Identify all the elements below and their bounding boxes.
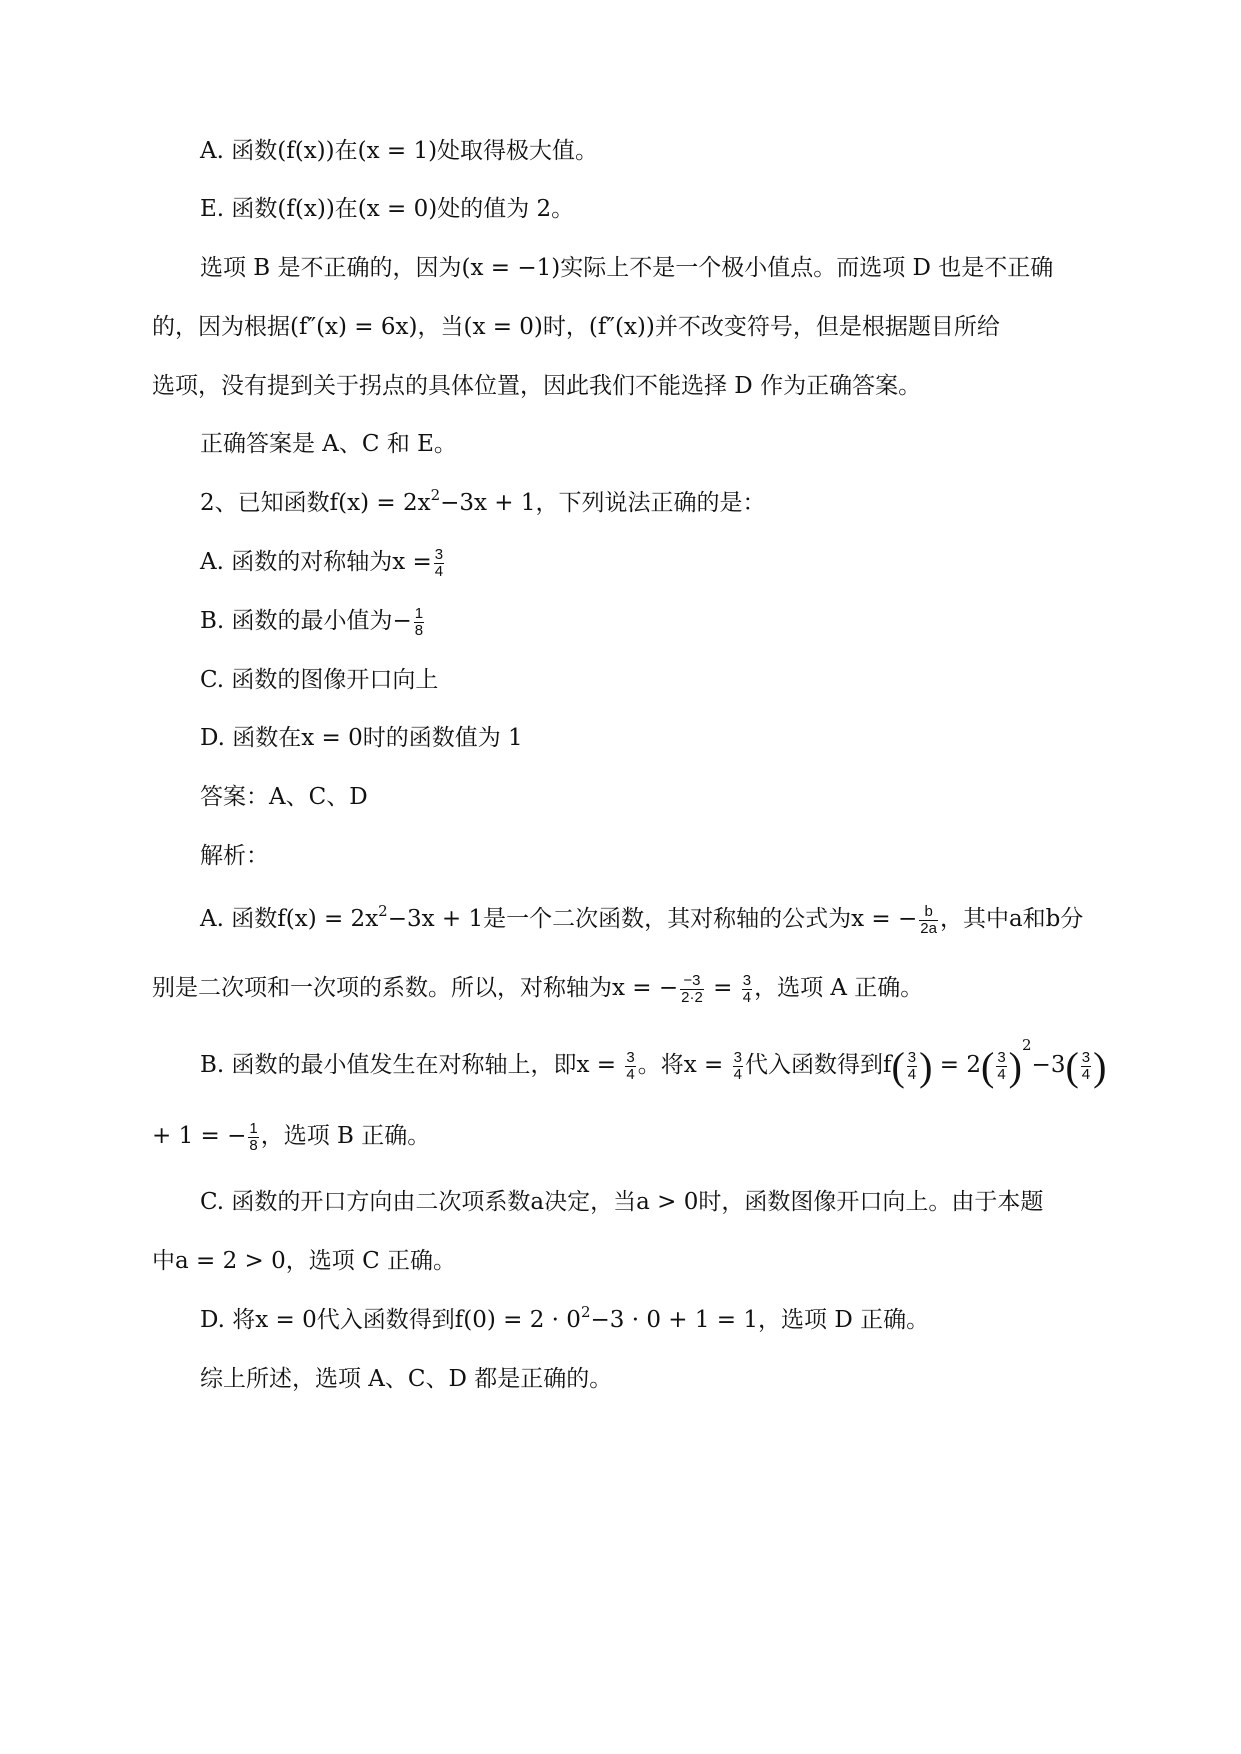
q2-part-a: 2、已知函数f(x) = 2x xyxy=(200,490,431,516)
fraction-3-4: $\frac{3}{4}$ xyxy=(742,971,752,1006)
analysis-a2-part-c: ，选项 A 正确。 xyxy=(754,975,924,1001)
fraction-3-4: $\frac{3}{4}$ xyxy=(434,545,444,580)
analysis-d-part-b: −3 · 0 + 1 = 1，选项 D 正确。 xyxy=(590,1307,930,1333)
fraction-neg3-2x2: $\frac{-3}{2\cdot 2}$ xyxy=(681,971,703,1006)
analysis-c-line-1: C. 函数的开口方向由二次项系数a决定，当a > 0时，函数图像开口向上。由于本题 xyxy=(200,1189,1044,1215)
analysis-a-part-b: −3x + 1是一个二次函数，其对称轴的公式为x = − xyxy=(387,906,918,932)
square-exponent: 2 xyxy=(1022,1036,1032,1054)
q2-option-b xyxy=(0,604,1241,639)
right-paren: ) xyxy=(919,1044,933,1089)
right-paren: ) xyxy=(1093,1044,1107,1089)
analysis-a-part-a: A. 函数f(x) = 2x xyxy=(200,906,379,932)
answer-line: 答案：A、C、D xyxy=(200,784,368,810)
left-paren: ( xyxy=(981,1044,995,1089)
q2-option-c: C. 函数的图像开口向上 xyxy=(200,667,439,693)
analysis-d-line xyxy=(0,1303,1241,1337)
fraction-1-8: $\frac{1}{8}$ xyxy=(414,604,424,639)
analysis-heading: 解析： xyxy=(200,843,269,869)
analysis-b2-part-b: ，选项 B 正确。 xyxy=(260,1123,431,1149)
fraction-1-8: $\frac{1}{8}$ xyxy=(249,1119,258,1154)
fraction-3-4: $\frac{3}{4}$ xyxy=(907,1048,917,1083)
left-paren: ( xyxy=(1065,1044,1079,1089)
analysis-b-part-a: B. 函数的最小值发生在对称轴上，即x = xyxy=(200,1052,624,1078)
analysis-a-part-c: ，其中a和b分 xyxy=(939,906,1084,932)
correct-answer-line: 正确答案是 A、C 和 E。 xyxy=(200,431,457,457)
fraction-3-4: $\frac{3}{4}$ xyxy=(733,1048,742,1083)
analysis-d-superscript: 2 xyxy=(580,1303,591,1321)
q2-option-b-text: B. 函数的最小值为− xyxy=(200,608,412,634)
analysis-b2-part-a: + 1 = − xyxy=(152,1123,247,1149)
analysis-a2-part-a: 别是二次项和一次项的系数。所以，对称轴为x = − xyxy=(152,975,679,1001)
para-b-line-1: 选项 B 是不正确的，因为(x = −1)实际上不是一个极小值点。而选项 D 也是不正确 xyxy=(200,255,1054,281)
para-b-line-2: 的，因为根据(f″(x) = 6x)，当(x = 0)时，(f″(x))并不改变符号，但是根据题目所给 xyxy=(152,314,1000,340)
q2-option-a xyxy=(0,545,1241,580)
analysis-a-line-1 xyxy=(0,902,1241,937)
analysis-b-part-b: 。将x = xyxy=(637,1052,731,1078)
analysis-b-part-d: = 2 xyxy=(932,1052,981,1078)
analysis-d-part-a: D. 将x = 0代入函数得到f(0) = 2 · 0 xyxy=(200,1307,581,1333)
analysis-b-line-1 xyxy=(0,1036,1241,1089)
para-b-line-3: 选项，没有提到关于拐点的具体位置，因此我们不能选择 D 作为正确答案。 xyxy=(152,373,922,399)
analysis-b-line-2 xyxy=(0,1119,1241,1154)
option-a-line: A. 函数(f(x))在(x = 1)处取得极大值。 xyxy=(200,138,599,164)
analysis-b-part-e: −3 xyxy=(1031,1052,1066,1078)
option-e-line: E. 函数(f(x))在(x = 0)处的值为 2。 xyxy=(200,196,575,222)
right-paren: ) xyxy=(1008,1044,1022,1089)
fraction-3-4: $\frac{3}{4}$ xyxy=(1081,1048,1091,1083)
fraction-3-4: $\frac{3}{4}$ xyxy=(997,1048,1006,1083)
fraction-3-4: $\frac{3}{4}$ xyxy=(626,1048,635,1083)
analysis-b-part-c: 代入函数得到f xyxy=(744,1052,892,1078)
left-paren: ( xyxy=(891,1044,905,1089)
q2-part-b: −3x + 1，下列说法正确的是： xyxy=(440,490,766,516)
analysis-a-superscript: 2 xyxy=(378,902,388,920)
summary-line: 综上所述，选项 A、C、D 都是正确的。 xyxy=(200,1366,613,1392)
question-2-stem xyxy=(0,486,1241,520)
fraction-b-2a: $\frac{b}{2a}$ xyxy=(920,902,937,937)
analysis-a-line-2 xyxy=(0,971,1241,1006)
q2-superscript: 2 xyxy=(430,486,441,504)
q2-option-a-text: A. 函数的对称轴为x = xyxy=(200,549,432,575)
analysis-c-line-2: 中a = 2 > 0，选项 C 正确。 xyxy=(152,1248,456,1274)
q2-option-d: D. 函数在x = 0时的函数值为 1 xyxy=(200,725,523,751)
analysis-a2-part-b: = xyxy=(705,975,740,1001)
